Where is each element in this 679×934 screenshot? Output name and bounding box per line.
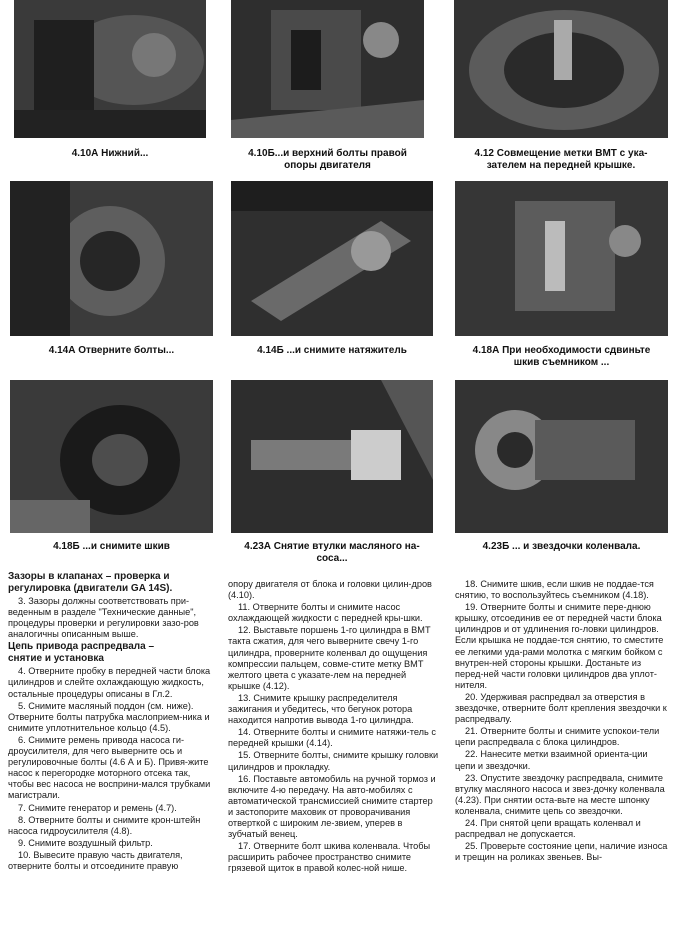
engine-photo-image [455,380,668,533]
figure-4-14a-caption: 4.14А Отверните болты... [48,345,175,356]
engine-photo-image [231,181,433,336]
figure-4-14b-photo [231,181,433,336]
paragraph: 16. Поставьте автомобиль на ручной тормоз и включите 4-ю передачу. На авто-мобилях с автоматической трансмиссией снимите стартер и застопорите маховик от проворачивания отверткой с широким ле-звием, уперев в зубчатый венец. [228,773,436,840]
section-heading-timing-chain: Цепь привода распредвала – снятие и установка [8,641,155,664]
paragraph: 14. Отверните болты и снимите натяжи-тель с передней крышки (4.14). [228,727,436,749]
paragraph: 13. Снимите крышку распределителя зажигания и убедитесь, что бегунок ротора находится напротив вывода 1-го цилиндра. [228,692,414,726]
engine-photo-image [231,380,433,533]
figure-4-18a-caption: 4.18А При необходимости сдвиньте шкив съемником ... [472,345,651,368]
paragraph: 20. Удерживая распредвал за отверстия в звездочке, отверните болт крепления звездочки к распредвалу. [455,691,667,725]
figure-4-14b-caption: 4.14Б ...и снимите натяжитель [257,345,407,356]
section-heading-valve-clearance: Зазоры в клапанах – проверка и регулировка (двигатели GA 14S). [8,571,173,594]
paragraph: 19. Отверните болты и снимите пере-днюю крышку, отсоединив ее от передней части блока цилиндров и от удлинения го-ловки цилиндров. Если крышка не поддае-тся снятию, то сместите ее легкими уда-рами молотка с мягким бойком с внутрен-ней стороны крышки. Достаньте из перед-ней части головки цилиндров два уплот-нителя. [455,602,664,690]
engine-photo-image [10,181,213,336]
paragraph: 25. Проверьте состояние цепи, наличие износа и трещин на роликах звеньев. Вы- [455,841,668,863]
engine-photo-image [454,0,668,138]
figure-4-10a-caption: 4.10А Нижний... [71,148,149,159]
paragraph: 22. Нанесите метки взаимной ориента-ции цепи и звездочки. [455,749,648,771]
figure-4-12-photo [454,0,668,138]
paragraph: 11. Отверните болты и снимите насос охлаждающей жидкости с передней кры-шки. [228,602,423,624]
figure-4-10b-caption: 4.10Б...и верхний болты правой опоры двигателя [248,148,407,171]
paragraph: опору двигателя от блока и головки цилин-дров (4.10). [228,579,432,601]
figure-4-23b-photo [455,380,668,533]
paragraph: 9. Снимите воздушный фильтр. [18,837,153,848]
engine-photo-image [455,181,668,336]
paragraph: 17. Отверните болт шкива коленвала. Чтобы расширить рабочее пространство снимите грязевой щиток в правой колес-ной нише. [228,841,431,874]
figure-4-18b-caption: 4.18Б ...и снимите шкив [53,541,170,552]
text-column-1 [8,571,218,873]
paragraph: 21. Отверните болты и снимите успокои-тели цепи распредвала с блока цилиндров. [455,726,660,748]
paragraph: 12. Выставьте поршень 1-го цилиндра в ВМТ такта сжатия, для чего выверните свечу 1-го цилиндра, проверните коленвал до ощущения компрессии пальцем, совме-стите метку ВМТ желтого цвета с указате-лем на передней крышке (4.12). [228,625,431,691]
text-column-2 [228,579,439,875]
engine-photo-image [231,0,424,138]
paragraph: 7. Снимите генератор и ремень (4.7). [18,802,177,813]
figure-4-18b-photo [10,380,213,533]
figure-4-23a-caption: 4.23А Снятие втулки масляного на- соса... [244,541,420,564]
engine-photo-image [10,380,213,533]
paragraph: 23. Опустите звездочку распредвала, снимите втулку масляного насоса и звез-дочку коленвала (4.23). При снятии оста-вьте на месте шпонку коленвала, снимите цепь со звездочки. [455,772,665,816]
figure-4-14a-photo [10,181,213,336]
paragraph: 6. Снимите ремень привода насоса ги-дроусилителя, для чего выверните ось и регулировочные болты (4.6 А и Б). Привя-жите насос к перегородке моторного отсека так, чтобы вес насоса не восприни-мался трубками магистрали. [8,734,211,801]
figure-4-23a-photo [231,380,433,533]
engine-photo-image [14,0,206,138]
paragraph: 3. Зазоры должны соответствовать при-веденным в разделе "Технические данные", процедуры проверки и регулировки зазо-ров аналогичны описанным выше. [8,596,199,640]
paragraph: 24. При снятой цепи вращать коленвал и распредвал не допускается. [455,817,641,840]
figure-4-23b-caption: 4.23Б ... и звездочки коленвала. [482,541,641,552]
text-column-3 [455,579,668,864]
figure-4-12-caption: 4.12 Совмещение метки ВМТ с ука- зателем на передней крышке. [474,148,648,171]
paragraph: 5. Снимите масляный поддон (см. ниже). Отверните болты патрубка маслоприем-ника и снимите уплотнительное кольцо (4.5). [8,700,210,733]
paragraph: 18. Снимите шкив, если шкив не поддае-тся снятию, то воспользуйтесь съемником (4.18). [455,579,654,601]
figure-4-18a-photo [455,181,668,336]
paragraph: 15. Отверните болты, снимите крышку головки цилиндров и прокладку. [228,750,439,772]
figure-4-10b-photo [231,0,424,138]
figure-4-10a-photo [14,0,206,138]
paragraph: 8. Отверните болты и снимите крон-штейн насоса гидроусилителя (4.8). [8,814,201,836]
paragraph: 4. Отверните пробку в передней части блока цилиндров и слейте охлаждающую жидкость, остальные процедуры описаны в Гл.2. [8,666,211,699]
paragraph: 10. Вывесите правую часть двигателя, отверните болты и отсоедините правую [8,849,183,871]
